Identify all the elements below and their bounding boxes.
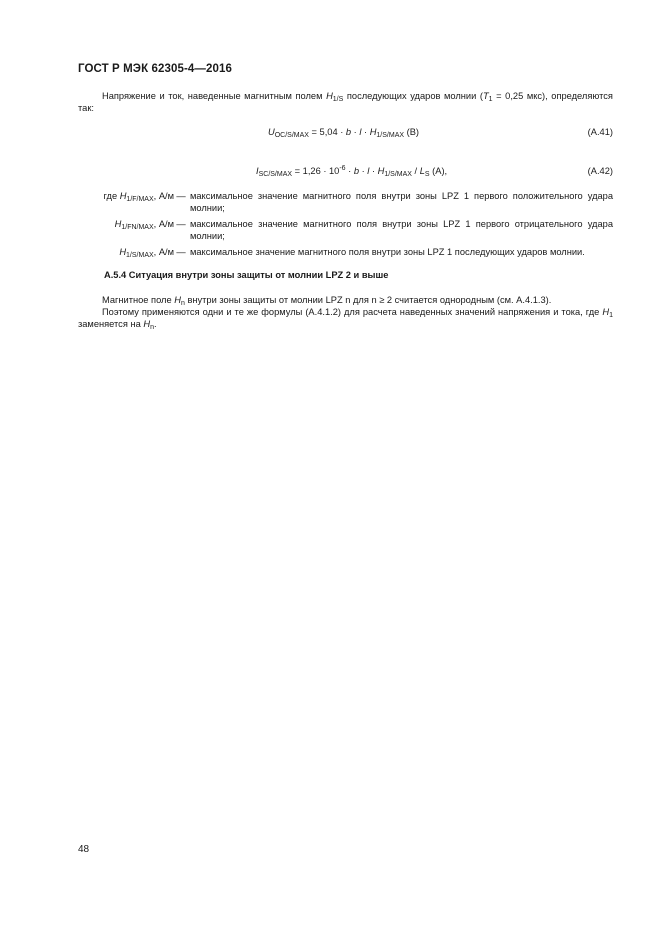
definition-text: максимальное значение магнитного поля внутри зоны LPZ 1 последующих ударов молнии. [190, 247, 585, 257]
formula-number-a41: (A.41) [587, 127, 613, 137]
formula-a41: $U_{OC/S/MAX} = 5,04 \cdot b \cdot l \cdot H_{1/S/MAX}$ (В) [268, 127, 420, 139]
page-number: 48 [78, 844, 90, 855]
definition-dash: — [176, 247, 186, 257]
formula-number-a42: (A.42) [587, 166, 613, 176]
definition-term: где $H_{1/F/MAX}$, А/м [103, 191, 174, 203]
definition-item [78, 218, 613, 242]
definition-item [78, 246, 613, 258]
document-header: ГОСТ Р МЭК 62305-4—2016 [78, 63, 232, 75]
definition-text: максимальное значение магнитного поля внутри зоны LPZ 1 первого положительного удара молнии; [190, 191, 613, 213]
definition-text: максимальное значение магнитного поля внутри зоны LPZ 1 первого отрицательного удара молнии; [190, 219, 613, 241]
formula-a42: $I_{SC/S/MAX} = 1,26 \cdot 10^{-6} \cdot b \cdot l \cdot H_{1/S/MAX} / L_S$ (А), [256, 165, 448, 178]
paragraph-formulas: Поэтому применяются одни и те же формулы (A.4.1.2) для расчета наведенных значений напряжения и тока, где $H_1$ заменяется на $H_n$. [78, 307, 613, 331]
definition-dash: — [176, 219, 186, 229]
definition-dash: — [176, 191, 186, 201]
definition-item [78, 190, 613, 214]
definition-term: $H_{1/S/MAX}$, А/м [119, 247, 174, 259]
definitions-list [78, 190, 613, 262]
section-heading: A.5.4 Ситуация внутри зоны защиты от молнии LPZ 2 и выше [104, 270, 389, 280]
definition-term: $H_{1/FN/MAX}$, А/м [114, 219, 174, 231]
intro-paragraph: Напряжение и ток, наведенные магнитным полем $H_{1/S}$ последующих ударов молнии ($T_1 = 0,25$ мкс), определяются так: [78, 91, 613, 113]
paragraph-uniform-field: Магнитное поле $H_n$ внутри зоны защиты от молнии LPZ n для n ≥ 2 считается однородным (см. A.4.1.3). [102, 295, 552, 307]
